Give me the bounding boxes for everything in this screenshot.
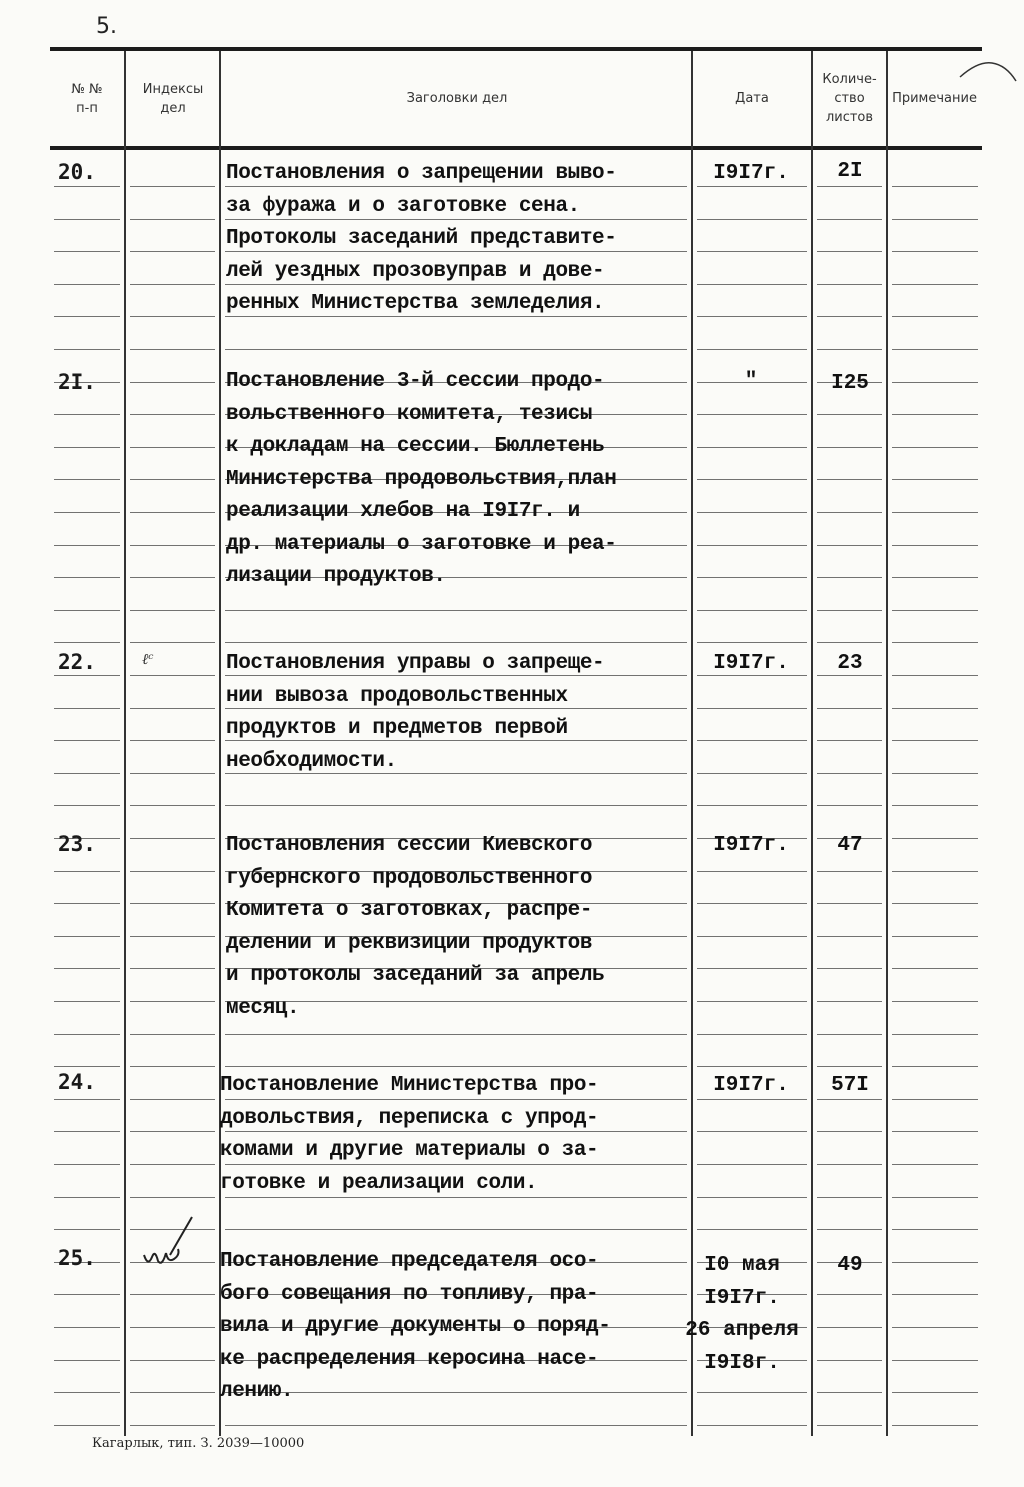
ruled-line	[892, 251, 978, 252]
row-date	[690, 1070, 812, 1103]
ruled-line	[130, 740, 215, 741]
ruled-line	[130, 1131, 215, 1132]
ruled-line	[817, 1327, 882, 1328]
ruled-line	[892, 610, 978, 611]
header-number	[50, 51, 124, 146]
title-line: Постановление 3-й сессии продо-	[226, 370, 605, 393]
ruled-line	[892, 968, 978, 969]
ruled-line	[54, 1229, 120, 1230]
ruled-line	[697, 1425, 807, 1426]
column-divider	[886, 51, 888, 1436]
title-line: Постановления управы о запреще-	[226, 652, 605, 675]
ruled-line	[225, 610, 687, 611]
ruled-line	[817, 773, 882, 774]
ruled-line	[697, 610, 807, 611]
ruled-line	[130, 545, 215, 546]
ruled-line	[697, 968, 807, 969]
ruled-line	[54, 284, 120, 285]
ruled-line	[892, 512, 978, 513]
printer-imprint: Кагарлык, тип. З. 2039—10000	[92, 1436, 305, 1451]
ruled-line	[130, 675, 215, 676]
ruled-line	[130, 1197, 215, 1198]
ruled-line	[892, 1294, 978, 1295]
ruled-line	[130, 1425, 215, 1426]
ruled-line	[697, 642, 807, 643]
ruled-line	[697, 577, 807, 578]
ruled-line	[697, 349, 807, 350]
title-line: лей уездных прозовуправ и дове-	[226, 259, 605, 283]
column-divider	[124, 51, 126, 1436]
ruled-line	[130, 186, 215, 187]
ruled-line	[130, 349, 215, 350]
ruled-line	[54, 1425, 120, 1426]
ruled-line	[892, 577, 978, 578]
ruled-line	[54, 349, 120, 350]
title-line: к докладам на сессии. Бюллетень	[226, 435, 605, 458]
title-line: Постановление председателя осо-	[220, 1250, 599, 1273]
ruled-line	[54, 903, 120, 904]
ruled-line	[892, 1425, 978, 1426]
ruled-line	[892, 447, 978, 448]
header-index-line2: дел	[160, 100, 186, 116]
ruled-line	[697, 1392, 807, 1393]
header-sheets-line3: листов	[825, 110, 874, 125]
ruled-line	[697, 773, 807, 774]
ruled-line	[697, 1131, 807, 1132]
ruled-line	[697, 316, 807, 317]
row-title	[220, 1246, 690, 1409]
row-title	[226, 158, 696, 321]
row-date	[690, 648, 812, 681]
ruled-line	[54, 545, 120, 546]
ruled-line	[697, 903, 807, 904]
ruled-line	[817, 1099, 882, 1100]
ruled-line	[697, 936, 807, 937]
title-line: др. материалы о заготовке и реа-	[226, 532, 617, 556]
header-sheets-line1: Количе-	[822, 72, 877, 87]
header-index-line1: Индексы	[142, 81, 204, 97]
title-line: Постановление Министерства про-	[220, 1074, 599, 1097]
ruled-line	[54, 936, 120, 937]
date-line: I9I7г.	[704, 1286, 780, 1310]
title-line: Постановления о запрещении выво-	[226, 162, 617, 185]
ruled-line	[225, 1425, 687, 1426]
ruled-line	[130, 284, 215, 285]
ruled-line	[54, 219, 120, 220]
ruled-line	[130, 936, 215, 937]
ruled-line	[130, 219, 215, 220]
handwritten-mark	[140, 1205, 210, 1275]
ruled-line	[817, 1164, 882, 1165]
title-line: комами и другие материалы о за-	[220, 1139, 599, 1162]
ruled-line	[892, 414, 978, 415]
row-number: 22.	[58, 650, 96, 674]
ruled-line	[697, 1066, 807, 1067]
ruled-line	[817, 349, 882, 350]
ruled-line	[130, 903, 215, 904]
ruled-line	[54, 1392, 120, 1393]
row-number: 20.	[58, 160, 96, 184]
ruled-line	[697, 708, 807, 709]
row-number: 2I.	[58, 370, 96, 394]
ruled-line	[892, 284, 978, 285]
ruled-line	[892, 316, 978, 317]
ruled-line	[697, 512, 807, 513]
ruled-line	[54, 251, 120, 252]
ruled-line	[892, 349, 978, 350]
ruled-line	[697, 479, 807, 480]
ruled-line	[892, 675, 978, 676]
title-line: реализации хлебов на I9I7г. и	[226, 500, 580, 523]
ruled-line	[817, 871, 882, 872]
ruled-line	[697, 1229, 807, 1230]
row-number: 23.	[58, 832, 96, 856]
ruled-line	[817, 805, 882, 806]
ruled-line	[817, 642, 882, 643]
ruled-line	[130, 1392, 215, 1393]
title-line: Постановления сессии Киевского	[226, 834, 593, 857]
ruled-line	[817, 447, 882, 448]
row-number: 24.	[58, 1070, 96, 1094]
date-line: I9I8г.	[704, 1351, 780, 1375]
ruled-line	[697, 740, 807, 741]
title-line: вольственного комитета, тезисы	[226, 402, 593, 426]
table-header	[50, 51, 982, 146]
ruled-line	[817, 577, 882, 578]
ruled-line	[54, 1360, 120, 1361]
ruled-line	[817, 479, 882, 480]
row-number: 25.	[58, 1246, 96, 1270]
corner-scribble	[958, 55, 1018, 95]
ruled-line	[54, 479, 120, 480]
ruled-line	[892, 740, 978, 741]
ruled-line	[817, 936, 882, 937]
ruled-line	[817, 1392, 882, 1393]
ruled-line	[130, 479, 215, 480]
ruled-line	[817, 414, 882, 415]
ruled-line	[225, 1229, 687, 1230]
ruled-line	[130, 512, 215, 513]
ruled-line	[54, 1197, 120, 1198]
ruled-line	[54, 1001, 120, 1002]
ruled-line	[697, 219, 807, 220]
ruled-line	[130, 708, 215, 709]
ruled-line	[892, 1229, 978, 1230]
ruled-line	[54, 186, 120, 187]
ruled-line	[54, 512, 120, 513]
ruled-line	[817, 740, 882, 741]
ruled-line	[54, 1164, 120, 1165]
ruled-line	[54, 610, 120, 611]
column-divider	[219, 51, 221, 1436]
ruled-line	[130, 251, 215, 252]
page-number: 5.	[96, 14, 117, 39]
ruled-line	[892, 903, 978, 904]
ruled-line	[130, 1099, 215, 1100]
table-header-rule	[50, 146, 982, 150]
ruled-line	[54, 968, 120, 969]
ruled-line	[892, 1099, 978, 1100]
date-line: I9I7г.	[713, 834, 789, 857]
ruled-line	[54, 577, 120, 578]
ruled-line	[817, 1294, 882, 1295]
ruled-line	[54, 1099, 120, 1100]
title-line: вила и другие документы о поряд-	[220, 1315, 611, 1338]
title-line: Комитета о заготовках, распре-	[226, 899, 593, 922]
ruled-line	[130, 642, 215, 643]
ruled-line	[697, 545, 807, 546]
title-line: лизации продуктов.	[226, 565, 446, 588]
ruled-line	[697, 871, 807, 872]
ruled-line	[54, 708, 120, 709]
header-title-text: Заголовки дел	[406, 91, 508, 106]
ruled-line	[892, 642, 978, 643]
ruled-line	[697, 1034, 807, 1035]
ruled-line	[54, 642, 120, 643]
title-line: за фуража и о заготовке сена.	[226, 194, 580, 218]
ruled-line	[892, 1392, 978, 1393]
ruled-line	[892, 838, 978, 839]
ruled-line	[892, 871, 978, 872]
row-title	[226, 648, 696, 778]
ruled-line	[54, 1066, 120, 1067]
header-date-text: Дата	[735, 91, 769, 106]
row-title	[220, 1070, 690, 1200]
row-sheets: I25	[831, 372, 869, 395]
header-index	[124, 51, 222, 146]
ruled-line	[697, 1164, 807, 1165]
ruled-line	[892, 1262, 978, 1263]
header-date	[692, 51, 812, 146]
ruled-line	[817, 1066, 882, 1067]
ruled-line	[697, 805, 807, 806]
ruled-line	[54, 1034, 120, 1035]
ruled-line	[817, 968, 882, 969]
ruled-line	[817, 284, 882, 285]
title-line: бого совещания по топливу, пра-	[220, 1282, 599, 1306]
ruled-line	[892, 1197, 978, 1198]
ruled-line	[225, 1034, 687, 1035]
row-title	[226, 366, 696, 594]
date-line: I9I7г.	[713, 652, 789, 675]
header-sheets	[812, 51, 887, 146]
title-line: губернского продовольственного	[226, 866, 593, 890]
ruled-line	[130, 838, 215, 839]
ruled-line	[817, 512, 882, 513]
ruled-line	[130, 805, 215, 806]
row-date	[690, 158, 812, 191]
row-sheets: 47	[837, 834, 863, 857]
ruled-line	[817, 545, 882, 546]
title-line: делении и реквизиции продуктов	[226, 931, 593, 955]
header-sheets-line2: ство	[834, 91, 865, 106]
ruled-line	[892, 1034, 978, 1035]
ruled-line	[892, 936, 978, 937]
handwritten-mark: ℓᶜ	[142, 650, 154, 668]
header-number-line1: № №	[71, 81, 103, 97]
title-line: ренных Министерства земледелия.	[226, 292, 605, 315]
ruled-line	[54, 675, 120, 676]
ruled-line	[130, 447, 215, 448]
ruled-line	[54, 773, 120, 774]
header-note-text: Примечание	[892, 91, 977, 106]
row-date	[690, 366, 812, 399]
date-line: I0 мая	[704, 1254, 780, 1277]
ruled-line	[130, 1034, 215, 1035]
ruled-line	[817, 186, 882, 187]
ruled-line	[892, 1131, 978, 1132]
ruled-line	[892, 708, 978, 709]
title-line: нии вывоза продовольственных	[226, 684, 568, 708]
ruled-line	[225, 349, 687, 350]
title-line: необходимости.	[226, 749, 397, 773]
ruled-line	[817, 316, 882, 317]
ruled-line	[697, 251, 807, 252]
ruled-line	[817, 1034, 882, 1035]
ruled-line	[130, 1360, 215, 1361]
ruled-line	[54, 1327, 120, 1328]
date-line: 26 апреля	[685, 1319, 799, 1342]
ruled-line	[892, 805, 978, 806]
ruled-line	[130, 773, 215, 774]
ruled-line	[130, 577, 215, 578]
ruled-line	[130, 968, 215, 969]
title-line: Министерства продовольствия,план	[226, 467, 617, 491]
title-line: лению.	[220, 1380, 294, 1403]
ruled-line	[54, 740, 120, 741]
ruled-line	[54, 1294, 120, 1295]
title-line: Протоколы заседаний представите-	[226, 227, 617, 250]
ruled-line	[54, 316, 120, 317]
ruled-line	[697, 284, 807, 285]
ruled-line	[54, 414, 120, 415]
ruled-line	[130, 382, 215, 383]
ruled-line	[130, 1066, 215, 1067]
ruled-line	[892, 545, 978, 546]
ruled-line	[697, 1197, 807, 1198]
ruled-line	[817, 903, 882, 904]
ruled-line	[54, 871, 120, 872]
title-line: довольствия, переписка с упрод-	[220, 1106, 599, 1130]
ruled-line	[892, 1164, 978, 1165]
ruled-line	[892, 1066, 978, 1067]
ruled-line	[130, 1001, 215, 1002]
ruled-line	[892, 479, 978, 480]
ruled-line	[130, 1294, 215, 1295]
ruled-line	[54, 1131, 120, 1132]
title-line: готовке и реализации соли.	[220, 1171, 538, 1195]
ruled-line	[130, 316, 215, 317]
row-date	[690, 830, 812, 863]
ruled-line	[54, 447, 120, 448]
ruled-line	[892, 382, 978, 383]
ruled-line	[697, 414, 807, 415]
ruled-line	[892, 1327, 978, 1328]
ruled-line	[817, 1229, 882, 1230]
ruled-line	[892, 1001, 978, 1002]
ruled-line	[892, 773, 978, 774]
title-line: и протоколы заседаний за апрель	[226, 964, 605, 987]
row-sheets: 23	[837, 652, 863, 675]
date-line: I9I7г.	[713, 1074, 789, 1097]
ruled-line	[892, 186, 978, 187]
ruled-line	[817, 219, 882, 220]
header-number-line2: п-п	[76, 100, 98, 116]
ruled-line	[130, 871, 215, 872]
row-sheets: 57I	[831, 1074, 869, 1097]
column-divider	[811, 51, 813, 1436]
row-date	[672, 1250, 812, 1380]
date-line: I9I7г.	[713, 162, 789, 185]
date-line: "	[744, 370, 758, 393]
ruled-line	[817, 610, 882, 611]
ruled-line	[225, 1066, 687, 1067]
ruled-line	[225, 805, 687, 806]
header-title	[222, 51, 692, 146]
ruled-line	[817, 1197, 882, 1198]
ruled-line	[817, 1001, 882, 1002]
ruled-line	[817, 708, 882, 709]
row-title	[226, 830, 696, 1025]
ruled-line	[817, 675, 882, 676]
ruled-line	[130, 610, 215, 611]
ruled-line	[130, 1164, 215, 1165]
ruled-line	[225, 642, 687, 643]
ruled-line	[817, 1360, 882, 1361]
ruled-line	[130, 1327, 215, 1328]
ruled-line	[817, 1131, 882, 1132]
title-line: месяц.	[226, 996, 300, 1020]
ruled-line	[697, 447, 807, 448]
ruled-line	[817, 1425, 882, 1426]
ruled-line	[130, 414, 215, 415]
ruled-line	[697, 1001, 807, 1002]
ruled-line	[892, 219, 978, 220]
title-line: продуктов и предметов первой	[226, 717, 568, 740]
row-sheets: 49	[837, 1254, 863, 1277]
ruled-line	[817, 251, 882, 252]
ruled-line	[892, 1360, 978, 1361]
ruled-line	[54, 805, 120, 806]
row-sheets: 2I	[837, 160, 863, 183]
title-line: ке распределения керосина насе-	[220, 1347, 599, 1371]
